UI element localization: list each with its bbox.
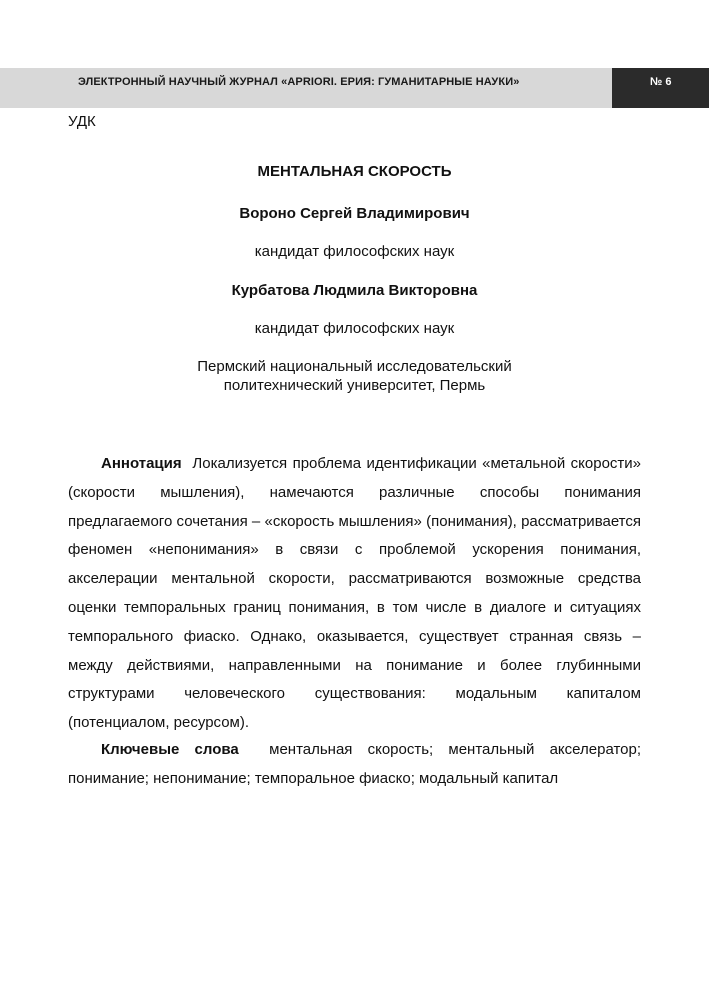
abstract-label: Аннотация <box>101 455 182 472</box>
author-degree-1: кандидат философских наук <box>254 243 455 260</box>
affiliation-line-1: Пермский национальный исследовательский <box>197 358 512 375</box>
author-name-2: Курбатова Людмила Викторовна <box>231 282 478 299</box>
issue-badge <box>612 68 709 108</box>
journal-title: ЭЛЕКТРОННЫЙ НАУЧНЫЙ ЖУРНАЛ «APRIORI. ЕРИЯ: ГУМАНИТАРНЫЕ НАУКИ» <box>78 76 520 88</box>
keywords-paragraph <box>68 736 641 794</box>
author-name-1: Вороно Сергей Владимирович <box>239 205 470 222</box>
affiliation-line-2: политехнический университет, Пермь <box>223 377 486 394</box>
article-title: МЕНТАЛЬНАЯ СКОРОСТЬ <box>257 163 452 180</box>
udk-label: УДК <box>68 113 96 130</box>
author-degree-2: кандидат философских наук <box>254 320 455 337</box>
journal-header <box>0 68 709 108</box>
keywords-text: ментальная скорость; ментальный акселератор; понимание; непонимание; темпоральное фиаско; модальный капитал <box>68 741 642 787</box>
keywords-label: Ключевые слова <box>101 741 239 758</box>
abstract-text: Локализуется проблема идентификации «метальной скорости» (скорости мышления), намечаются различные способы понимания предлагаемого сочетания – «скорость мышления» (понимания), рассматривается феномен «непонимания» в связи с проблемой ускорения понимания, акселерации ментальной скорости, рассматриваются возможные средства оценки темпоральных границ понимания, в том числе в диалоге и ситуациях темпорального фиаско. Однако, оказывается, существует странная связь – между действиями, направленными на понимание и более глубинными структурами человеческого существования: модальным капиталом (потенциалом, ресурсом). <box>68 455 641 732</box>
abstract-paragraph <box>68 450 641 738</box>
issue-number: № 6 <box>650 76 672 88</box>
